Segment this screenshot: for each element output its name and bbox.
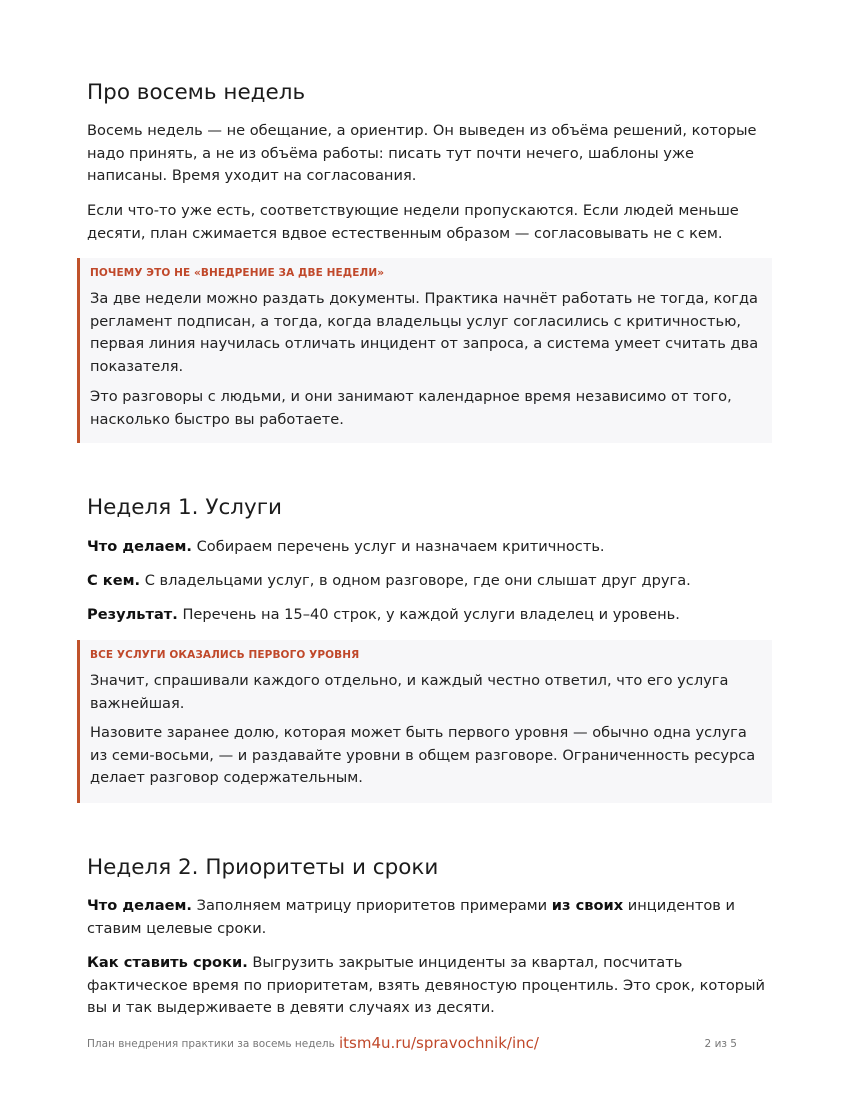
text-what: Собираем перечень услуг и назначаем критичность. xyxy=(191,538,605,555)
paragraph-result xyxy=(87,604,777,627)
label-result: Результат. xyxy=(87,606,178,623)
callout-paragraph: За две недели можно раздать документы. Практика начнёт работать не тогда, когда регламент подписан, а тогда, когда владельцы услуг согласились с критичностью, первая линия научилась отличать инцидент от запроса, а система умеет считать два показателя. xyxy=(90,290,759,375)
callout-paragraph: Это разговоры с людьми, и они занимают календарное время независимо от того, насколько быстро вы работаете. xyxy=(90,388,732,428)
callout-title: ВСЕ УСЛУГИ ОКАЗАЛИСЬ ПЕРВОГО УРОВНЯ xyxy=(90,649,360,661)
callout-paragraph: Назовите заранее долю, которая может быть первого уровня — обычно одна услуга из семи-восьми, — и раздавайте уровни в общем разговоре. Ограниченность ресурса делает разговор содержательным. xyxy=(90,724,756,786)
page-number: 2 из 5 xyxy=(704,1038,737,1050)
callout-two-weeks xyxy=(77,258,772,443)
text-with-whom: С владельцами услуг, в одном разговоре, где они слышат друг друга. xyxy=(140,572,691,589)
callout-paragraph: Значит, спрашивали каждого отдельно, и каждый честно ответил, что его услуга важнейшая. xyxy=(90,672,729,712)
text-what-b: инцидентов и ставим целевые сроки. xyxy=(87,897,735,937)
footer-title: План внедрения практики за восемь недель xyxy=(87,1038,335,1050)
paragraph-with-whom xyxy=(87,570,777,593)
section-heading-week-1: Неделя 1. Услуги xyxy=(87,495,283,520)
callout-all-first-level xyxy=(77,640,772,803)
paragraph-what xyxy=(87,536,777,559)
text-what-a: Заполняем матрицу приоритетов примерами xyxy=(191,897,552,914)
paragraph-how xyxy=(87,952,777,1020)
label-what: Что делаем. xyxy=(87,538,192,555)
paragraph: Восемь недель — не обещание, а ориентир. Он выведен из объёма решений, которые надо принять, а не из объёма работы: писать тут почти нечего, шаблоны уже написаны. Время уходит на согласования. xyxy=(87,122,757,184)
text-how: Выгрузить закрытые инциденты за квартал, посчитать фактическое время по приоритетам, взять девяностую процентиль. Это срок, который вы и так выдерживаете в девяти случаях из десяти. xyxy=(87,954,766,1016)
callout-title: ПОЧЕМУ ЭТО НЕ «ВНЕДРЕНИЕ ЗА ДВЕ НЕДЕЛИ» xyxy=(90,267,385,279)
label-what: Что делаем. xyxy=(87,897,192,914)
text-what-bold: из своих xyxy=(551,897,624,914)
section-heading-week-2: Неделя 2. Приоритеты и сроки xyxy=(87,855,439,880)
paragraph-what xyxy=(87,895,777,940)
label-how: Как ставить сроки. xyxy=(87,954,248,971)
paragraph: Если что-то уже есть, соответствующие недели пропускаются. Если людей меньше десяти, план сжимается вдвое естественным образом — согласовывать не с кем. xyxy=(87,202,739,242)
text-result: Перечень на 15–40 строк, у каждой услуги владелец и уровень. xyxy=(177,606,680,623)
page-footer xyxy=(87,1035,737,1055)
footer-link[interactable]: itsm4u.ru/spravochnik/inc/ xyxy=(339,1034,539,1052)
label-with-whom: С кем. xyxy=(87,572,141,589)
section-heading-eight-weeks: Про восемь недель xyxy=(87,80,306,105)
